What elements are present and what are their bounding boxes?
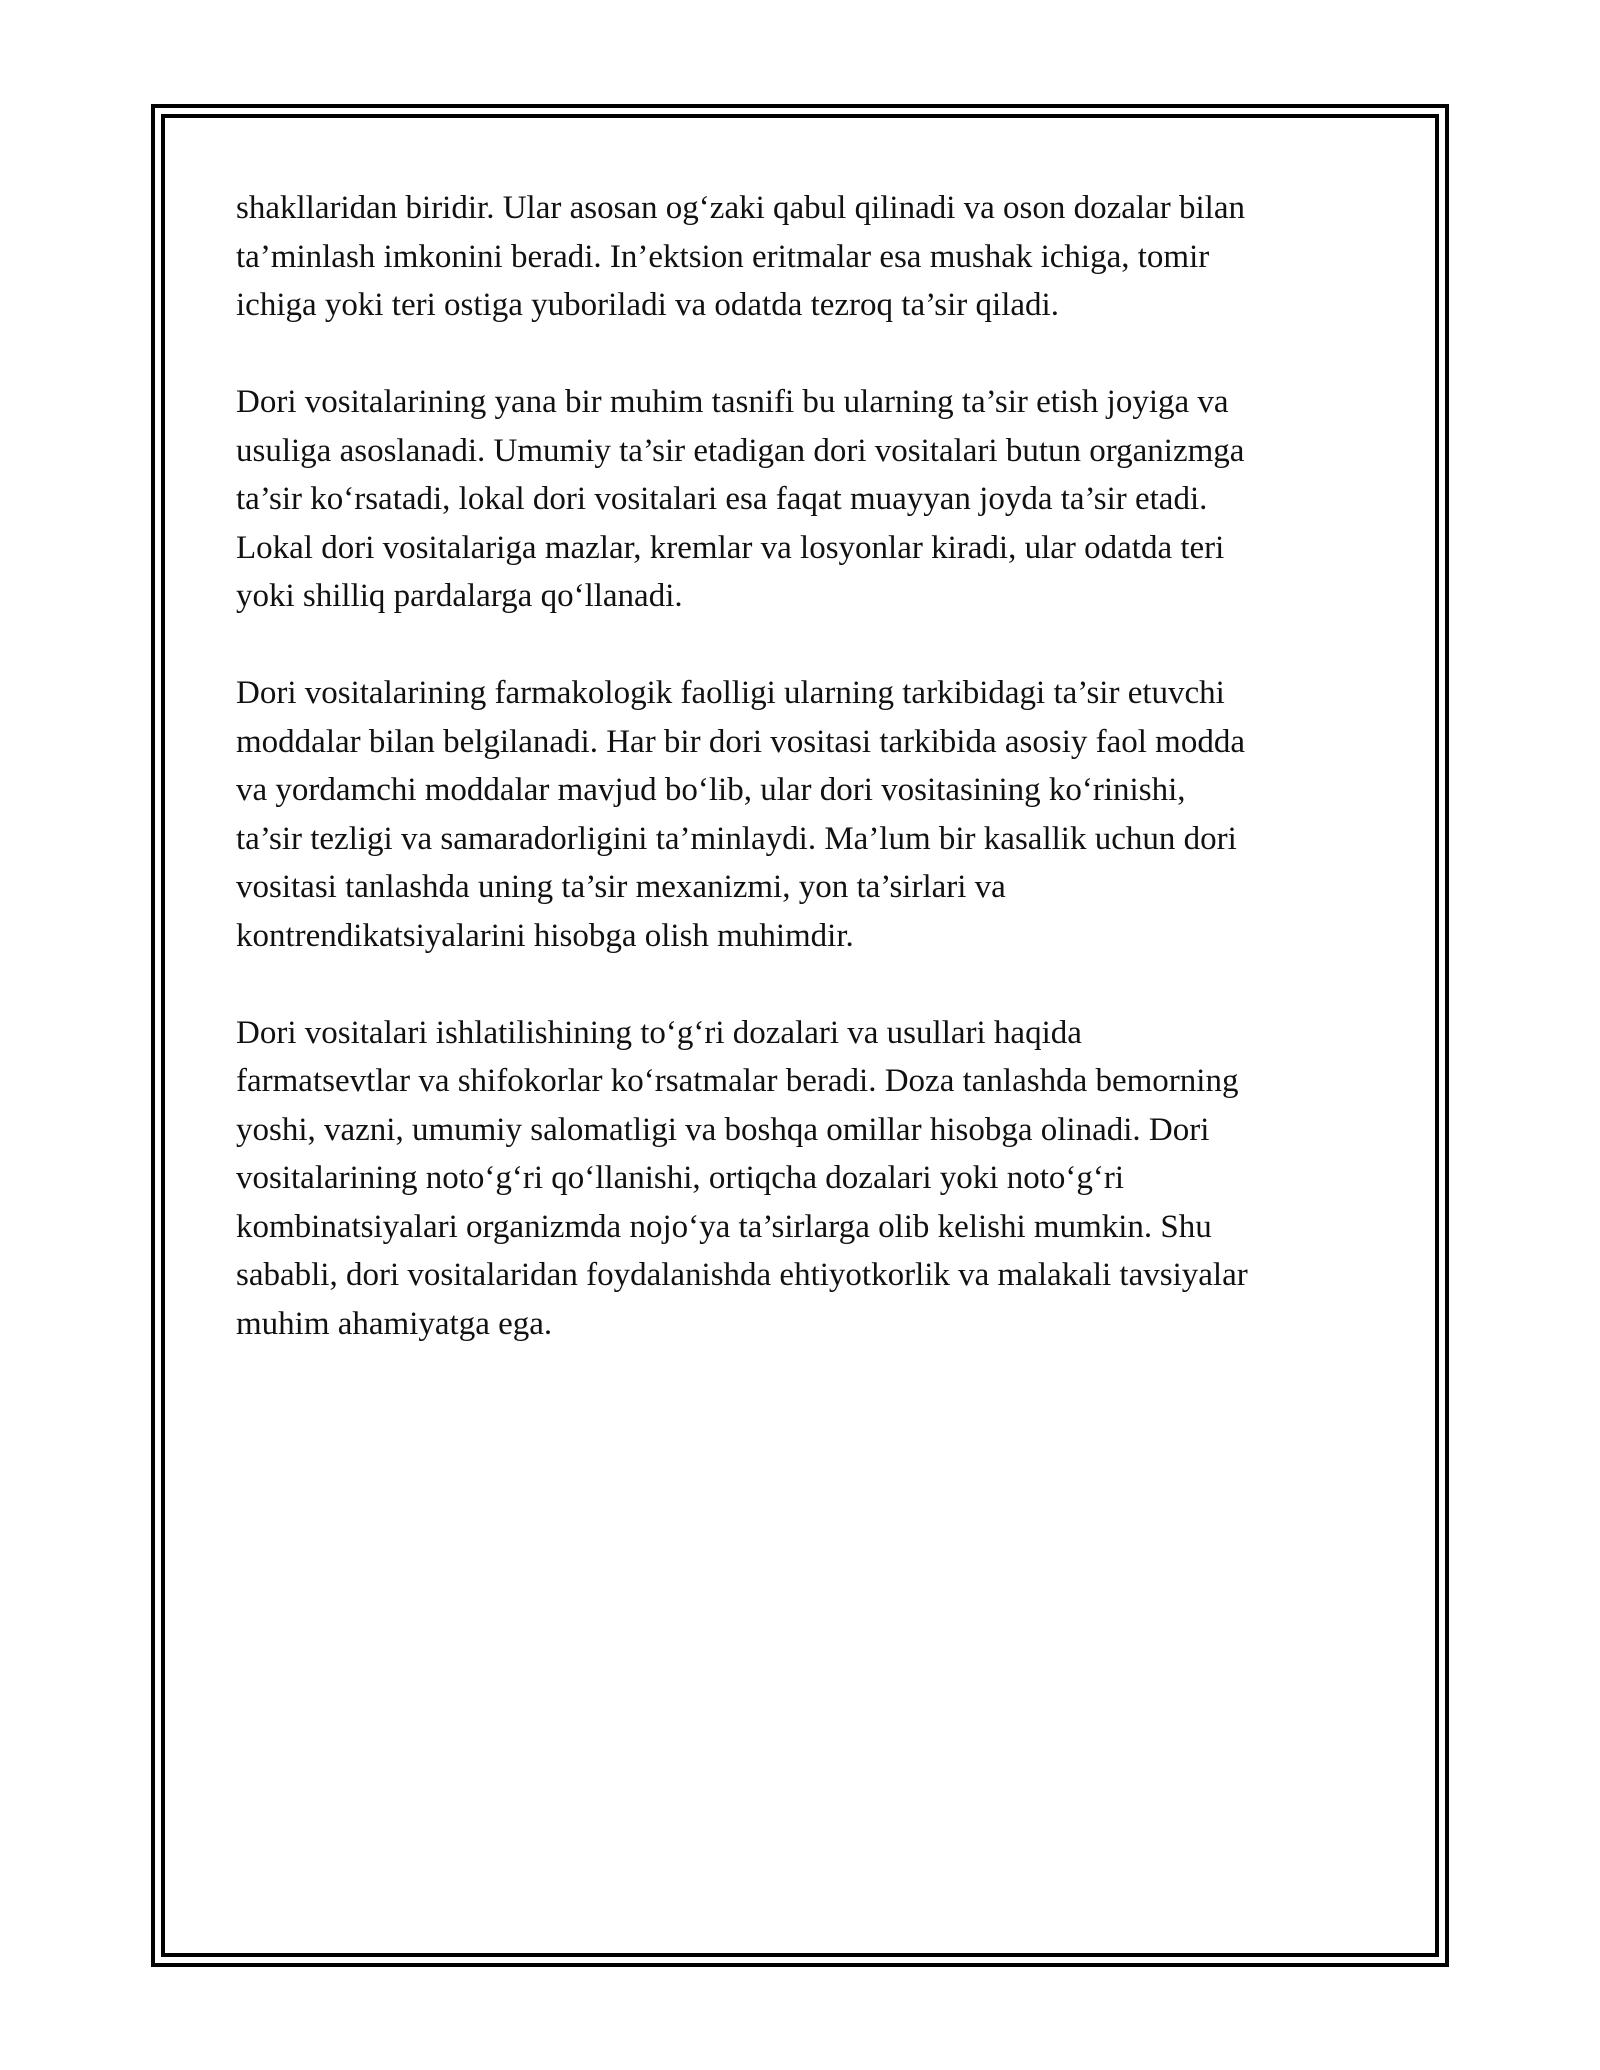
paragraph-4: Dori vositalari ishlatilishining to‘g‘ri dozalari va usullari haqida farmatsevtlar va shifokorlar ko‘rsatmalar beradi. Doza tanlashda bemorning yoshi, vazni, umumiy salomatligi va boshqa omillar hisobga olinadi. Dori vositalarining noto‘g‘ri qo‘llanishi, ortiqcha dozalari yoki noto‘g‘ri kombinatsiyalari organizmda nojo‘ya ta’sirlarga olib kelishi mumkin. Shu sababli, dori vositalaridan foydalanishda ehtiyotkorlik va malakali tavsiyalar muhim ahamiyatga ega. xyxy=(236,1014,1248,1342)
paragraph-3: Dori vositalarining farmakologik faolligi ularning tarkibidagi ta’sir etuvchi moddalar bilan belgilanadi. Har bir dori vositasi tarkibida asosiy faol modda va yordamchi moddalar mavjud bo‘lib, ular dori vositasining ko‘rinishi, ta’sir tezligi va samaradorligini ta’minlaydi. Ma’lum bir kasallik uchun dori vositasi tanlashda uning ta’sir mexanizmi, yon ta’sirlari va kontrendikatsiyalarini hisobga olish muhimdir. xyxy=(236,675,1245,954)
paragraph-2: Dori vositalarining yana bir muhim tasnifi bu ularning ta’sir etish joyiga va usuliga asoslanadi. Umumiy ta’sir etadigan dori vositalari butun organizmga ta’sir ko‘rsatadi, lokal dori vositalari esa faqat muayyan joyda ta’sir etadi. Lokal dori vositalariga mazlar, kremlar va losyonlar kiradi, ular odatda teri yoki shilliq pardalarga qo‘llanadi. xyxy=(236,384,1245,614)
document-body xyxy=(236,184,1371,1397)
paragraph-1: shakllaridan biridir. Ular asosan og‘zaki qabul qilinadi va oson dozalar bilan ta’minlash imkonini beradi. In’ektsion eritmalar esa mushak ichiga, tomir ichiga yoki teri ostiga yuboriladi va odatda tezroq ta’sir qiladi. xyxy=(236,190,1245,323)
